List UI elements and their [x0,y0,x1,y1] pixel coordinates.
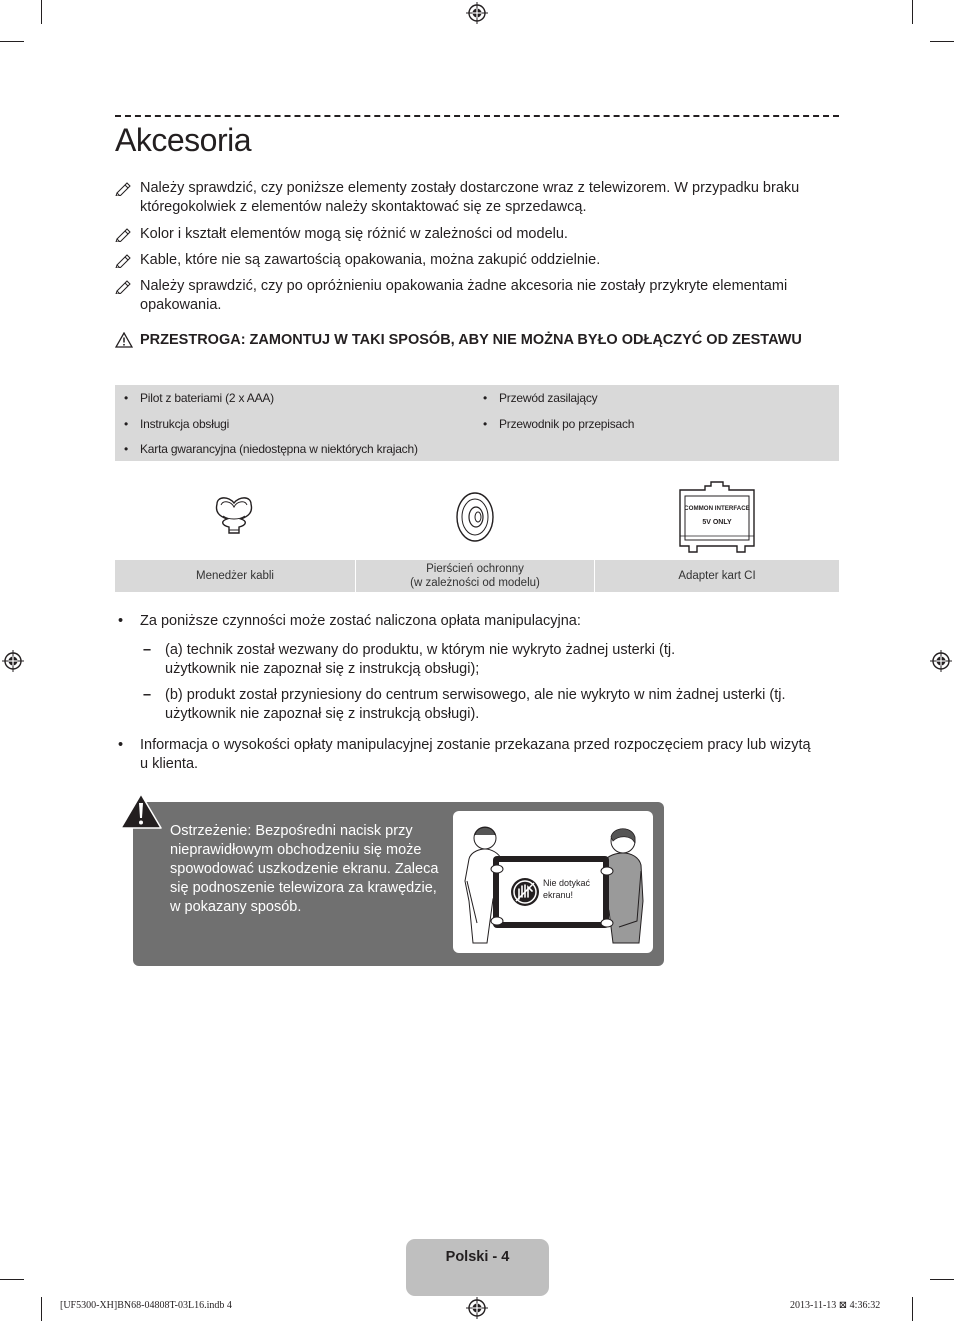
protective-ring-label-line1: Pierścień ochronny [426,563,524,575]
ci-adapter-label: Adapter kart CI [678,570,756,582]
warning-text: Ostrzeżenie: Bezpośredni nacisk przy nieprawidłowym obchodzeniu się może spowodować uszkodzenie ekranu. Zaleca się podnoszenie telewizora za krawędzie, w pokazany sposób. [170,823,439,915]
note-text: Należy sprawdzić, czy po opróżnieniu opakowania żadne akcesoria nie zostały przykryte elementami opakowania. [140,278,788,313]
note-pen-icon [115,278,133,294]
fee-case-b [143,686,839,724]
note-text: Kable, które nie są zawartością opakowania, można zakupić oddzielnie. [140,252,601,268]
bullet-mark: • [118,737,124,753]
note-pen-icon [115,252,133,268]
protective-ring-label [356,560,594,592]
ci-label-line1: COMMON INTERFACE [684,505,750,512]
fee-case-a [143,641,839,679]
list-item: • Pilot z bateriami (2 x AAA) [140,391,274,405]
contents-list [115,385,839,461]
note-text: Należy sprawdzić, czy poniższe elementy zostały dostarczone wraz z telewizorem. W przypadku braku któregokolwiek z elementów należy skontaktować się ze sprzedawcą. [140,180,800,215]
bullet-mark: • [118,613,124,629]
registration-mark-icon [466,1297,488,1319]
list-item: • Karta gwarancyjna (niedostępna w niektórych krajach) [140,442,418,456]
print-slug-left: [UF5300-XH]BN68-04808T-03L16.indb 4 [60,1300,232,1311]
crop-mark [912,1297,913,1321]
no-touch-line1: Nie dotykać [543,878,591,888]
crop-mark [930,41,954,42]
registration-mark-icon [2,650,24,672]
registration-mark-icon [466,2,488,24]
warning-triangle-icon [119,792,163,830]
no-touch-line2: ekranu! [543,890,574,900]
note-item [115,277,839,315]
page-number-tab [406,1239,549,1296]
page-title: Akcesoria [115,122,251,158]
registration-mark-icon [930,650,952,672]
page-number: Polski - 4 [445,1249,510,1265]
fee-intro [118,612,839,631]
crop-mark [41,1297,42,1321]
crop-mark [0,41,24,42]
note-item [115,225,839,244]
accessory-labels [115,560,839,592]
note-text: Kolor i kształt elementów mogą się różnić w zależności od modelu. [140,226,568,242]
caution-text: PRZESTROGA: ZAMONTUJ W TAKI SPOSÓB, ABY NIE MOŻNA BYŁO ODŁĄCZYĆ OD ZESTAWU [140,332,802,348]
list-item: • Instrukcja obsługi [140,417,229,431]
crop-mark [930,1279,954,1280]
protective-ring-label-line2: (w zależności od modelu) [410,577,540,589]
note-item [115,251,839,270]
crop-mark [41,0,42,24]
caution-triangle-icon [115,332,133,348]
protective-ring-icon [454,491,496,543]
fee-case-b-text: (b) produkt został przyniesiony do centrum serwisowego, ale nie wykryto w nim żadnej usterki (tj. użytkownik nie zapoznał się z instrukcją obsługi). [165,687,786,722]
dash-mark: – [143,687,152,703]
fee-case-a-text: (a) technik został wezwany do produktu, w którym nie wykryto żadnej usterki (tj. użytkownik nie zapoznał się z instrukcją obsługi); [165,642,676,677]
no-touch-screen-label [543,877,590,901]
fee-info-text: Informacja o wysokości opłaty manipulacyjnej zostanie przekazana przed rozpoczęciem pracy lub wizytą u klienta. [140,737,811,772]
note-pen-icon [115,180,133,196]
accessory-images [115,472,839,560]
list-item: • Przewód zasilający [499,391,597,405]
note-pen-icon [115,226,133,242]
crop-mark [0,1279,24,1280]
title-rule [115,115,839,117]
dash-mark: – [143,642,152,658]
cable-manager-label: Menedżer kabli [196,570,274,582]
print-slug-right: 2013-11-13 ⊠ 4:36:32 [790,1300,881,1311]
ci-card-adapter-icon [677,478,757,556]
ci-label-line2: 5V ONLY [702,519,732,526]
crop-mark [912,0,913,24]
fee-intro-text: Za poniższe czynności może zostać naliczona opłata manipulacyjna: [140,613,581,629]
cable-manager-icon [211,494,257,538]
note-item [115,179,839,217]
caution-notice [115,331,839,350]
fee-info [118,736,839,774]
list-item: • Przewodnik po przepisach [499,417,634,431]
